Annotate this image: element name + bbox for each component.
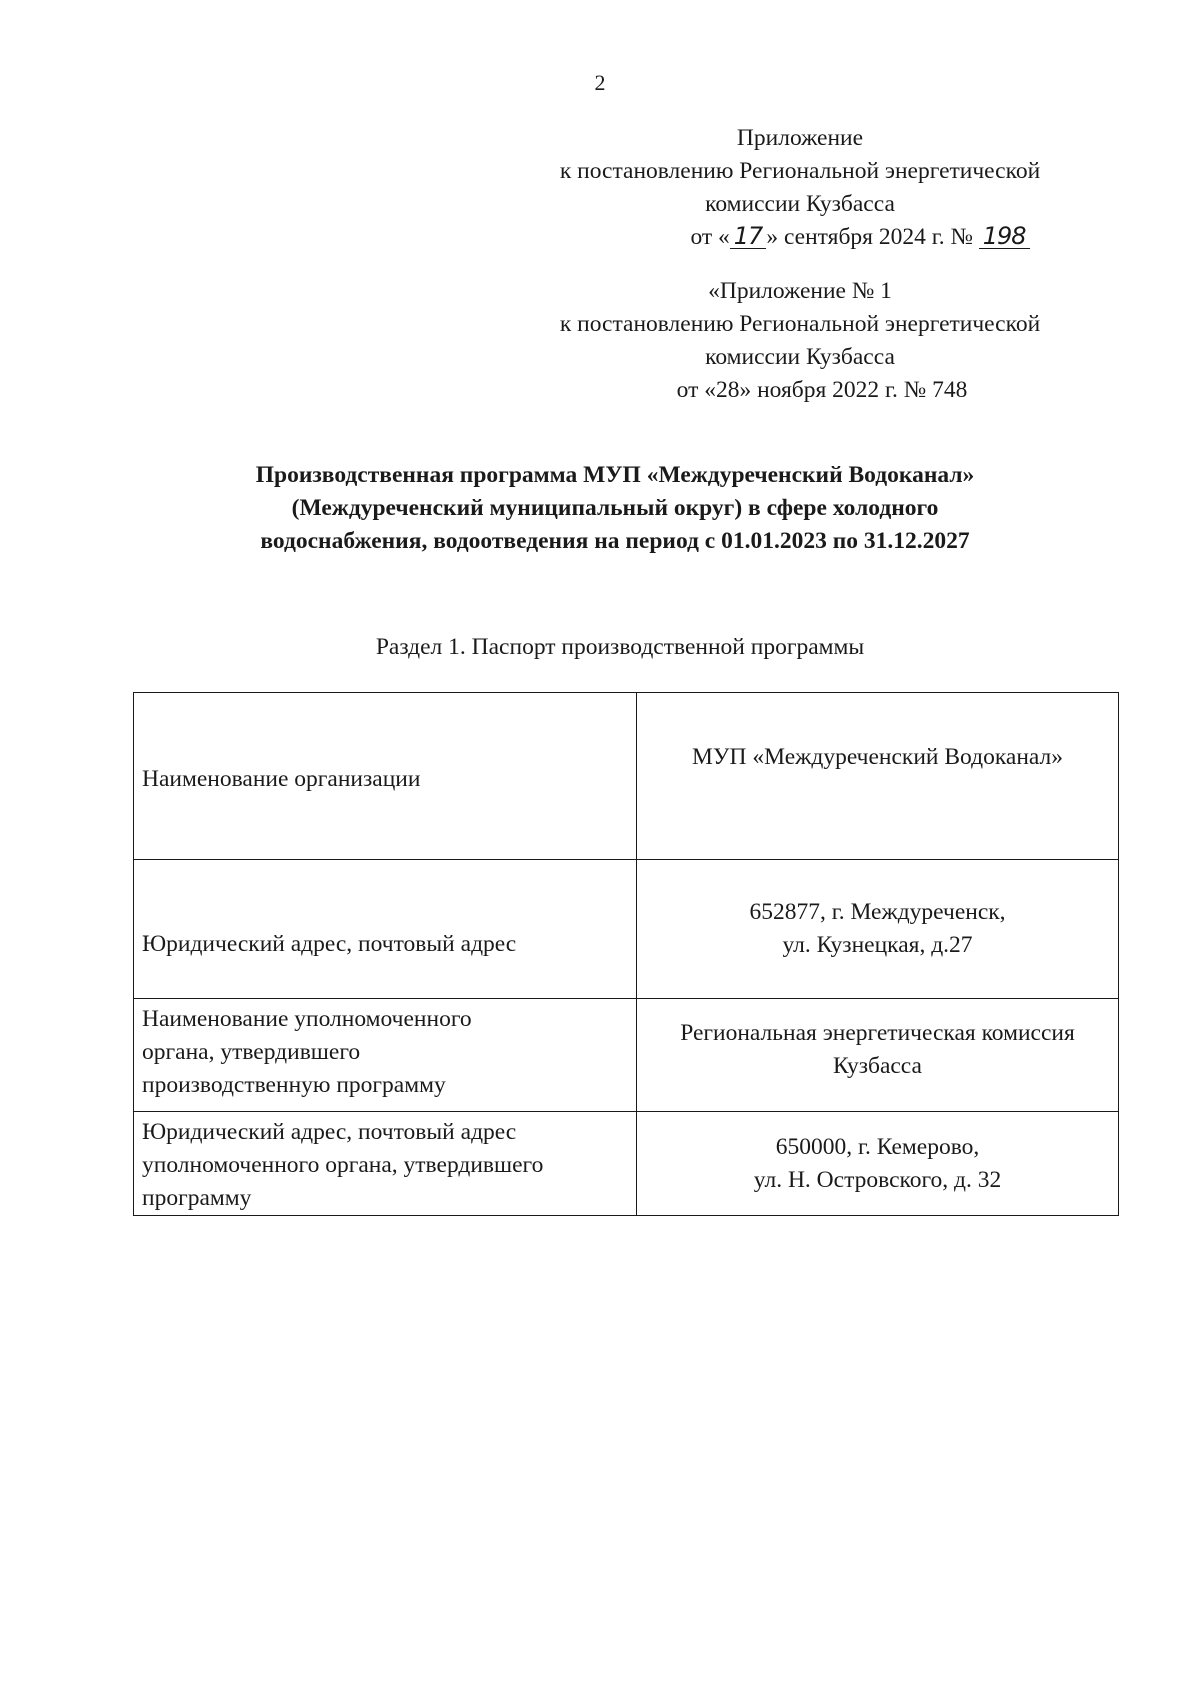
label-cell: [134, 693, 637, 860]
appendix-previous-block: [505, 275, 1095, 407]
appendix-current-block: [505, 122, 1095, 254]
cell-text: уполномоченного органа, утвердившего: [142, 1152, 544, 1178]
cell-text: органа, утвердившего: [142, 1039, 361, 1065]
appendix-current-date-line: [505, 221, 1095, 254]
passport-table: [133, 692, 1119, 1216]
value-cell: [637, 693, 1119, 860]
value-cell: [637, 860, 1119, 999]
cell-text: Юридический адрес, почтовый адрес: [142, 930, 517, 957]
cell-text: ул. Н. Островского, д. 32: [753, 1166, 1002, 1193]
cell-text: 652877, г. Междуреченск,: [749, 899, 1006, 925]
label-cell: [134, 999, 637, 1112]
label-cell: [134, 860, 637, 999]
appendix-previous-line4: от «28» ноября 2022 г. № 748: [676, 377, 968, 403]
value-cell: [637, 999, 1119, 1112]
date-middle: » сентября 2024 г. №: [766, 224, 973, 250]
appendix-current-line1: Приложение: [736, 125, 864, 151]
cell-text: производственную программу: [142, 1072, 446, 1098]
table-row: [134, 1112, 1119, 1216]
cell-text: ул. Кузнецкая, д.27: [782, 932, 973, 958]
section-heading: Раздел 1. Паспорт производственной программы: [375, 634, 865, 660]
page-number: 2: [594, 70, 606, 95]
cell-text: МУП «Междуреченский Водоканал»: [691, 744, 1064, 770]
appendix-current-line3: комиссии Кузбасса: [705, 191, 895, 217]
handwritten-number: 198: [979, 224, 1030, 249]
document-title: [150, 459, 1080, 558]
document-title-line1: Производственная программа МУП «Междуреченский Водоканал»: [255, 462, 975, 488]
table-row: [134, 693, 1119, 860]
appendix-current-line2: к постановлению Региональной энергетической: [559, 158, 1041, 184]
cell-text: 650000, г. Кемерово,: [775, 1133, 980, 1160]
appendix-previous-line3: комиссии Кузбасса: [705, 344, 895, 370]
appendix-previous-line2: к постановлению Региональной энергетической: [559, 311, 1041, 337]
cell-text: Кузбасса: [833, 1053, 922, 1079]
table-row: [134, 999, 1119, 1112]
cell-text: Юридический адрес, почтовый адрес: [142, 1119, 517, 1145]
document-title-line2: (Междуреченский муниципальный округ) в сфере холодного: [291, 495, 939, 521]
document-title-line3: водоснабжения, водоотведения на период с 01.01.2023 по 31.12.2027: [260, 528, 970, 554]
table-row: [134, 860, 1119, 999]
cell-text: Наименование организации: [142, 765, 421, 792]
handwritten-day: 17: [730, 224, 767, 249]
value-cell: [637, 1112, 1119, 1216]
cell-text: Региональная энергетическая комиссия: [680, 1020, 1075, 1046]
cell-text: Наименование уполномоченного: [142, 1006, 472, 1032]
cell-text: программу: [142, 1185, 252, 1211]
label-cell: [134, 1112, 637, 1216]
appendix-previous-line1: «Приложение № 1: [708, 278, 892, 304]
date-prefix: от «: [690, 224, 730, 250]
